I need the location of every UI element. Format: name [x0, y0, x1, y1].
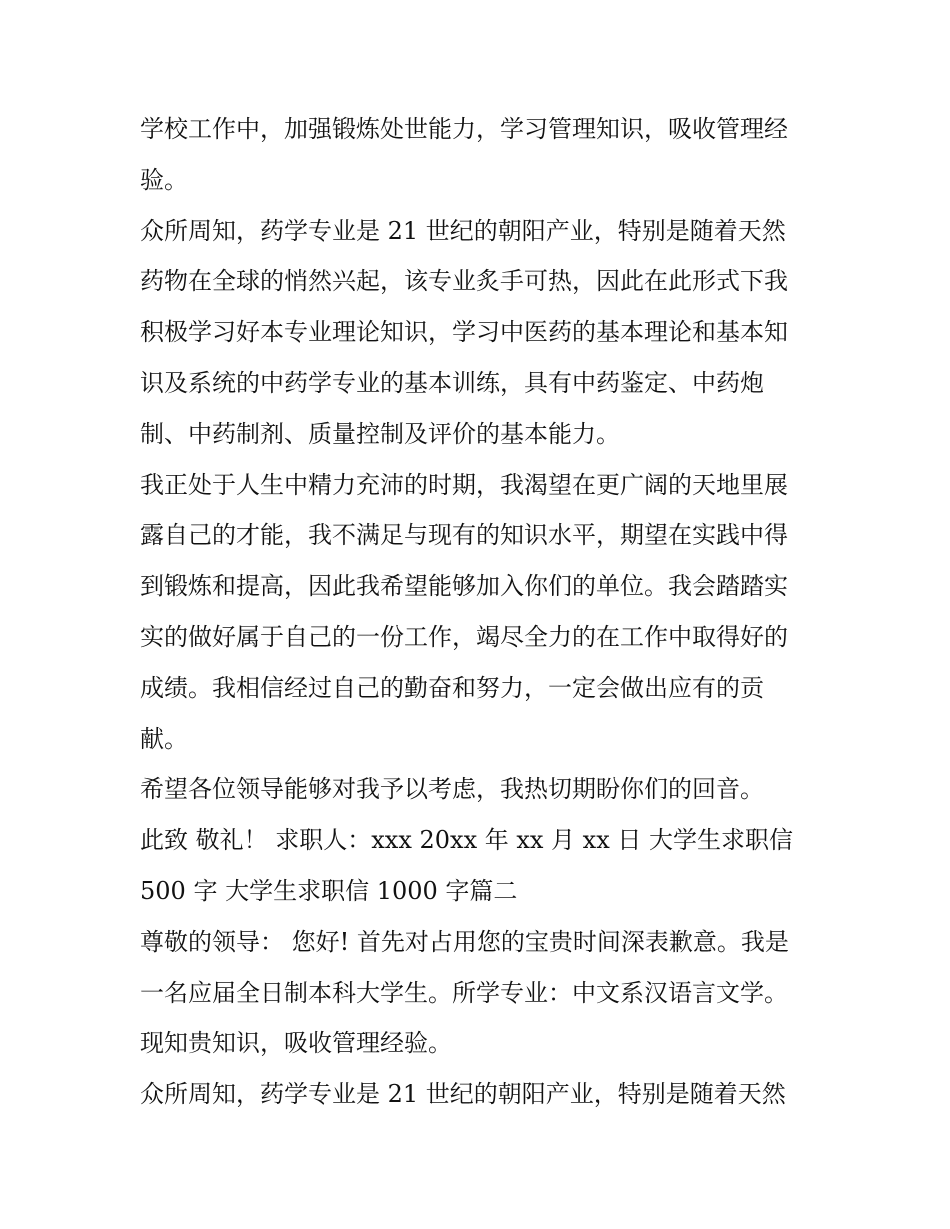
text-line: 积极学习好本专业理论知识，学习中医药的基本理论和基本知: [140, 318, 788, 347]
text-line: 制、中药制剂、质量控制及评价的基本能力。: [140, 419, 620, 448]
text-line: 验。: [140, 165, 188, 194]
text-line: 希望各位领导能够对我予以考虑，我热切期盼你们的回音。: [140, 775, 764, 804]
text-line: 实的做好属于自己的一份工作，竭尽全力的在工作中取得好的: [140, 622, 788, 651]
text-line: 识及系统的中药学专业的基本训练，具有中药鉴定、中药炮: [140, 368, 764, 397]
text-line: 此致 敬礼！ 求职人：xxx 20xx 年 xx 月 xx 日 大学生求职信: [140, 826, 794, 855]
text-line: 学校工作中，加强锻炼处世能力，学习管理知识，吸收管理经: [140, 115, 788, 143]
text-line: 众所周知，药学专业是 21 世纪的朝阳产业，特别是随着天然: [140, 216, 786, 245]
text-line: 500 字 大学生求职信 1000 字篇二: [140, 876, 518, 905]
document-body: [140, 104, 820, 1120]
text-line: 露自己的才能，我不满足与现有的知识水平，期望在实践中得: [140, 521, 788, 550]
text-line: 我正处于人生中精力充沛的时期，我渴望在更广阔的天地里展: [140, 470, 788, 499]
text-line: 药物在全球的悄然兴起，该专业炙手可热，因此在此形式下我: [140, 267, 788, 296]
text-line: 一名应届全日制本科大学生。所学专业：中文系汉语言文学。: [140, 978, 788, 1007]
text-line: 献。: [140, 724, 188, 753]
text-line: 成绩。我相信经过自己的勤奋和努力，一定会做出应有的贡: [140, 673, 764, 702]
text-line: 到锻炼和提高，因此我希望能够加入你们的单位。我会踏踏实: [140, 572, 788, 601]
text-line: 现知贵知识，吸收管理经验。: [140, 1029, 452, 1058]
text-line: 众所周知，药学专业是 21 世纪的朝阳产业，特别是随着天然: [140, 1080, 786, 1109]
text-line: 尊敬的领导： 您好! 首先对占用您的宝贵时间深表歉意。我是: [140, 927, 789, 956]
